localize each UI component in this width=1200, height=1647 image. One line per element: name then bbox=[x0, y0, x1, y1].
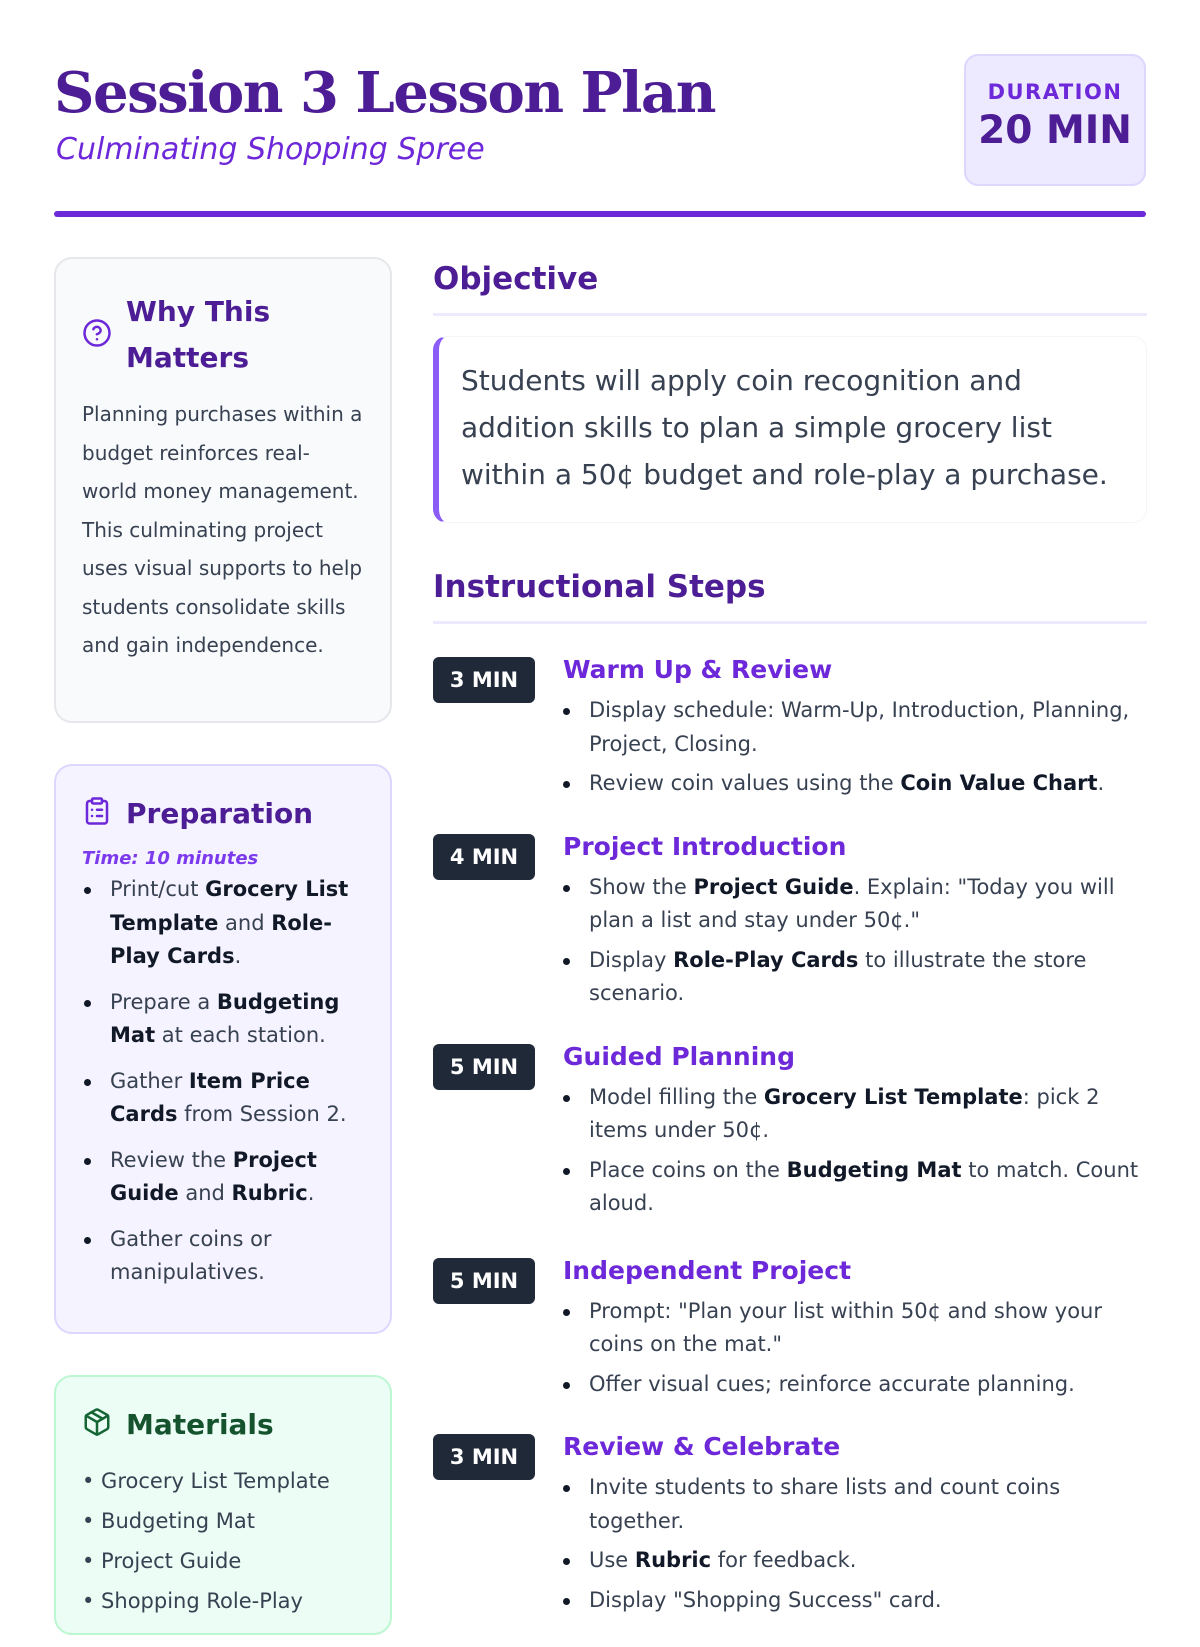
emphasis-text: Item Price Cards bbox=[110, 1068, 310, 1126]
step-title: Warm Up & Review bbox=[563, 655, 833, 684]
step-bullets bbox=[563, 1471, 1147, 1617]
emphasis-text: Rubric bbox=[634, 1548, 712, 1572]
step-body bbox=[563, 1255, 1147, 1408]
text-segment: Review the bbox=[110, 1147, 233, 1172]
preparation-item bbox=[82, 1144, 364, 1211]
text-segment: . bbox=[307, 1181, 315, 1205]
step-row bbox=[433, 654, 1147, 807]
emphasis-text: Budgeting Mat bbox=[786, 1157, 962, 1182]
why-title: Why This Matters bbox=[126, 295, 271, 374]
step-bullet bbox=[563, 1584, 1147, 1618]
step-bullet bbox=[563, 944, 1147, 1011]
text-segment: Offer visual cues; reinforce accurate planning. bbox=[589, 1371, 1075, 1396]
package-box-icon bbox=[82, 1407, 112, 1441]
step-duration-badge: 4 MIN bbox=[433, 834, 535, 880]
text-segment: Print/cut bbox=[110, 877, 206, 901]
steps-list bbox=[433, 654, 1147, 1623]
preparation-title: Preparation bbox=[126, 796, 314, 830]
text-segment: Place coins on the bbox=[589, 1157, 787, 1182]
step-row bbox=[433, 1431, 1147, 1623]
step-bullet bbox=[563, 767, 1147, 801]
text-segment: at each station. bbox=[155, 1023, 326, 1047]
step-body bbox=[563, 831, 1147, 1017]
step-duration-badge: 5 MIN bbox=[433, 1258, 535, 1304]
materials-list bbox=[82, 1461, 364, 1621]
header-divider bbox=[54, 211, 1146, 217]
materials-item: • Shopping Role-Play bbox=[82, 1589, 303, 1613]
text-segment: Gather coins or manipulatives. bbox=[110, 1226, 272, 1284]
step-bullet bbox=[563, 1154, 1147, 1221]
objective-text: Students will apply coin recognition and addition skills to plan a simple grocery list within a 50¢ budget and role-play a purchase. bbox=[433, 336, 1147, 523]
text-segment: Review coin values using the bbox=[589, 771, 901, 795]
page-title: Session 3 Lesson Plan bbox=[54, 60, 715, 126]
text-segment: Prepare a bbox=[110, 989, 217, 1014]
preparation-item bbox=[82, 1065, 364, 1132]
step-bullet bbox=[563, 1471, 1147, 1538]
text-segment: and bbox=[178, 1181, 232, 1205]
page-subtitle: Culminating Shopping Spree bbox=[56, 132, 485, 167]
emphasis-text: Grocery List Template bbox=[763, 1084, 1023, 1109]
preparation-card bbox=[54, 764, 392, 1334]
duration-label: DURATION bbox=[987, 80, 1123, 104]
emphasis-text: Role-Play Cards bbox=[673, 947, 859, 972]
step-title: Independent Project bbox=[563, 1255, 852, 1285]
emphasis-text: Project Guide bbox=[110, 1147, 317, 1205]
main-column bbox=[433, 255, 1147, 1647]
text-segment: Model filling the bbox=[589, 1084, 764, 1109]
step-title: Guided Planning bbox=[563, 1041, 795, 1071]
text-segment: from Session 2. bbox=[177, 1102, 347, 1126]
step-bullet bbox=[563, 1081, 1147, 1148]
step-row bbox=[433, 831, 1147, 1017]
text-segment: Invite students to share lists and count coins together. bbox=[589, 1475, 1061, 1533]
step-bullet bbox=[563, 1368, 1147, 1402]
emphasis-text: Rubric bbox=[231, 1181, 308, 1205]
why-text: Planning purchases within a budget reinforces real-world money management. This culminating project uses visual supports to help students consolidate skills and gain independence. bbox=[82, 402, 363, 657]
step-bullet bbox=[563, 1544, 1147, 1578]
step-row bbox=[433, 1041, 1147, 1227]
step-title: Review & Celebrate bbox=[563, 1432, 841, 1461]
text-segment: : pick 2 items under 50¢. bbox=[589, 1084, 1100, 1142]
materials-item: • Budgeting Mat bbox=[82, 1509, 255, 1533]
text-segment: . Explain: "Today you will plan a list and stay under 50¢." bbox=[589, 874, 1115, 932]
emphasis-text: Role-Play Cards bbox=[110, 910, 332, 968]
materials-item: • Grocery List Template bbox=[82, 1469, 330, 1493]
step-body bbox=[563, 1431, 1147, 1623]
text-segment: Use bbox=[589, 1548, 635, 1572]
emphasis-text: Project Guide bbox=[693, 874, 854, 899]
materials-item: • Project Guide bbox=[82, 1549, 242, 1573]
preparation-item bbox=[82, 1223, 364, 1290]
text-segment: Prompt: "Plan your list within 50¢ and show your coins on the mat." bbox=[589, 1298, 1102, 1356]
step-bullets bbox=[563, 694, 1147, 801]
step-body bbox=[563, 654, 1147, 807]
step-title: Project Introduction bbox=[563, 831, 847, 861]
question-circle-icon bbox=[82, 318, 112, 352]
step-bullet bbox=[563, 871, 1147, 938]
text-segment: Show the bbox=[589, 874, 694, 899]
step-row bbox=[433, 1255, 1147, 1408]
why-this-matters-card bbox=[54, 257, 392, 723]
text-segment: for feedback. bbox=[711, 1548, 857, 1572]
emphasis-text: Grocery List Template bbox=[110, 877, 349, 935]
duration-value: 20 MIN bbox=[978, 108, 1132, 153]
clipboard-list-icon bbox=[82, 796, 112, 830]
emphasis-text: Budgeting Mat bbox=[110, 989, 340, 1047]
step-bullets bbox=[563, 871, 1147, 1011]
step-duration-badge: 3 MIN bbox=[433, 1434, 535, 1480]
materials-card bbox=[54, 1375, 392, 1635]
text-segment: and bbox=[218, 910, 272, 935]
step-bullet bbox=[563, 1295, 1147, 1362]
materials-title: Materials bbox=[126, 1407, 274, 1441]
step-body bbox=[563, 1041, 1147, 1227]
text-segment: Gather bbox=[110, 1068, 189, 1093]
preparation-item bbox=[82, 986, 364, 1053]
emphasis-text: Coin Value Chart bbox=[900, 771, 1098, 795]
step-bullets bbox=[563, 1295, 1147, 1402]
text-segment: . bbox=[234, 944, 242, 968]
step-bullets bbox=[563, 1081, 1147, 1221]
text-segment: Display bbox=[589, 947, 674, 972]
preparation-list bbox=[82, 873, 364, 1290]
text-segment: Display schedule: Warm-Up, Introduction, Planning, Project, Closing. bbox=[589, 698, 1130, 756]
objective-heading: Objective bbox=[433, 255, 1147, 316]
page-header bbox=[54, 50, 1146, 220]
text-segment: . bbox=[1097, 771, 1105, 795]
text-segment: Display "Shopping Success" card. bbox=[589, 1587, 942, 1612]
step-duration-badge: 5 MIN bbox=[433, 1044, 535, 1090]
text-segment: to illustrate the store scenario. bbox=[589, 947, 1087, 1005]
duration-box bbox=[964, 54, 1146, 186]
step-bullet bbox=[563, 694, 1147, 761]
preparation-item bbox=[82, 873, 364, 974]
step-duration-badge: 3 MIN bbox=[433, 657, 535, 703]
steps-heading: Instructional Steps bbox=[433, 563, 1147, 624]
text-segment: to match. Count aloud. bbox=[589, 1157, 1139, 1215]
preparation-time: Time: 10 minutes bbox=[82, 848, 259, 869]
